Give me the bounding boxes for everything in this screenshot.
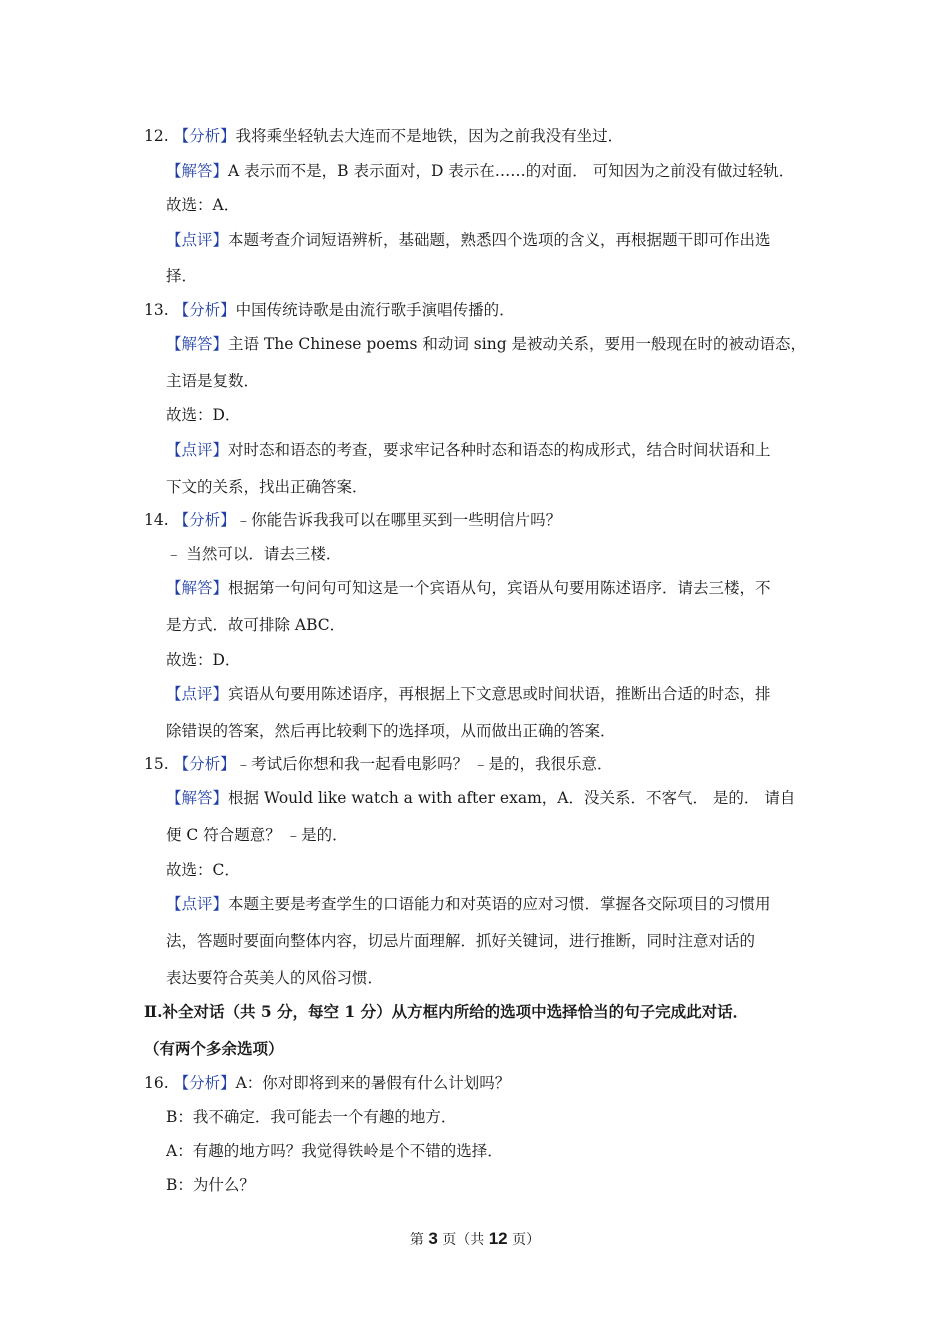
q13-choice: 故选：D． xyxy=(166,406,241,424)
q16-analysis-line xyxy=(144,1073,510,1093)
footer-middle: 页（共 xyxy=(437,1232,489,1248)
q15-answer-cont: 便 C 符合题意？ ﹣是的． xyxy=(166,826,348,844)
q13-analysis-tag: 【分析】 xyxy=(173,301,236,319)
q12-comment-tag: 【点评】 xyxy=(166,231,229,249)
q15-comment-cont: 法，答题时要面向整体内容，切忌片面理解．抓好关键词，进行推断，同时注意对话的 xyxy=(166,932,756,950)
q14-number: 14. xyxy=(144,511,169,529)
q14-choice: 故选：D． xyxy=(166,651,241,669)
q12-answer-tag: 【解答】 xyxy=(166,162,229,180)
page-footer xyxy=(0,1229,950,1250)
q13-analysis-text: 中国传统诗歌是由流行歌手演唱传播的． xyxy=(235,301,515,319)
q12-comment-line xyxy=(166,230,771,250)
q12-comment-text: 本题考查介词短语辨析，基础题，熟悉四个选项的含义，再根据题干即可作出选 xyxy=(228,231,771,249)
q14-comment-tag: 【点评】 xyxy=(166,685,229,703)
q14-comment-line xyxy=(166,684,771,704)
q13-answer-text: 主语 The Chinese poems 和动词 sing 是被动关系，要用一般现在时的被动语态， xyxy=(228,335,807,353)
q12-analysis-line xyxy=(144,126,623,146)
q14-analysis-line xyxy=(144,510,561,530)
q14-analysis-cont: ﹣ 当然可以．请去三楼． xyxy=(166,545,342,563)
q12-comment-cont: 择． xyxy=(166,267,198,285)
q13-comment-tag: 【点评】 xyxy=(166,441,229,459)
q15-comment-cont-2: 表达要符合英美人的风俗习惯． xyxy=(166,969,384,987)
q16-dialog-a2: A：有趣的地方吗？我觉得铁岭是个不错的选择． xyxy=(166,1142,503,1160)
q12-analysis-tag: 【分析】 xyxy=(173,127,236,145)
q16-analysis-tag: 【分析】 xyxy=(173,1074,236,1092)
section-heading-note: （有两个多余选项） xyxy=(144,1039,284,1058)
q14-answer-cont: 是方式．故可排除 ABC． xyxy=(166,616,346,634)
q13-answer-line xyxy=(166,334,806,354)
q15-comment-tag: 【点评】 xyxy=(166,895,229,913)
q13-comment-text: 对时态和语态的考查，要求牢记各种时态和语态的构成形式，结合时间状语和上 xyxy=(228,441,771,459)
q16-dialog-a1: A：你对即将到来的暑假有什么计划吗？ xyxy=(235,1074,511,1092)
q16-dialog-b1: B：我不确定．我可能去一个有趣的地方． xyxy=(166,1108,457,1126)
q14-answer-line xyxy=(166,578,771,598)
q13-number: 13. xyxy=(144,301,169,319)
q14-answer-tag: 【解答】 xyxy=(166,579,229,597)
q15-comment-text: 本题主要是考查学生的口语能力和对英语的应对习惯．掌握各交际项目的习惯用 xyxy=(228,895,771,913)
q15-answer-tag: 【解答】 xyxy=(166,789,229,807)
q14-answer-text: 根据第一句问句可知这是一个宾语从句，宾语从句要用陈述语序．请去三楼，不 xyxy=(228,579,771,597)
q13-comment-cont: 下文的关系，找出正确答案． xyxy=(166,478,368,496)
q13-answer-tag: 【解答】 xyxy=(166,335,229,353)
q15-answer-line xyxy=(166,788,795,808)
q13-answer-cont: 主语是复数． xyxy=(166,372,260,390)
q12-analysis-text: 我将乘坐轻轨去大连而不是地铁，因为之前我没有坐过． xyxy=(235,127,624,145)
section-heading: Ⅱ.补全对话（共 5 分，每空 1 分）从方框内所给的选项中选择恰当的句子完成此对话． xyxy=(144,1002,749,1021)
footer-prefix: 第 xyxy=(409,1232,429,1248)
q16-dialog-b2: B：为什么？ xyxy=(166,1176,255,1194)
q12-choice: 故选：A． xyxy=(166,196,240,214)
q12-answer-line xyxy=(166,161,794,181)
footer-page-number: 3 xyxy=(428,1229,438,1248)
q14-comment-cont: 除错误的答案，然后再比较剩下的选择项，从而做出正确的答案． xyxy=(166,722,616,740)
q13-comment-line xyxy=(166,440,771,460)
q14-comment-text: 宾语从句要用陈述语序，再根据上下文意思或时间状语，推断出合适的时态，排 xyxy=(228,685,771,703)
q13-analysis-line xyxy=(144,300,515,320)
footer-total-pages: 12 xyxy=(488,1229,508,1248)
q15-analysis-line xyxy=(144,754,613,774)
q14-analysis-text: ﹣你能告诉我我可以在哪里买到一些明信片吗？ xyxy=(235,511,562,529)
q15-comment-line xyxy=(166,894,771,914)
q15-analysis-tag: 【分析】 xyxy=(173,755,236,773)
q15-number: 15. xyxy=(144,755,169,773)
q14-analysis-tag: 【分析】 xyxy=(173,511,236,529)
q15-analysis-text: ﹣考试后你想和我一起看电影吗？ ﹣是的，我很乐意． xyxy=(235,755,613,773)
q12-answer-text: A 表示而不是，B 表示面对，D 表示在……的对面． 可知因为之前没有做过轻轨． xyxy=(228,162,795,180)
footer-suffix: 页） xyxy=(507,1232,541,1248)
q16-number: 16. xyxy=(144,1074,169,1092)
q12-number: 12. xyxy=(144,127,169,145)
q15-choice: 故选：C． xyxy=(166,861,240,879)
q15-answer-text: 根据 Would like watch a with after exam，A．没关系．不客气． 是的． 请自 xyxy=(228,789,796,807)
